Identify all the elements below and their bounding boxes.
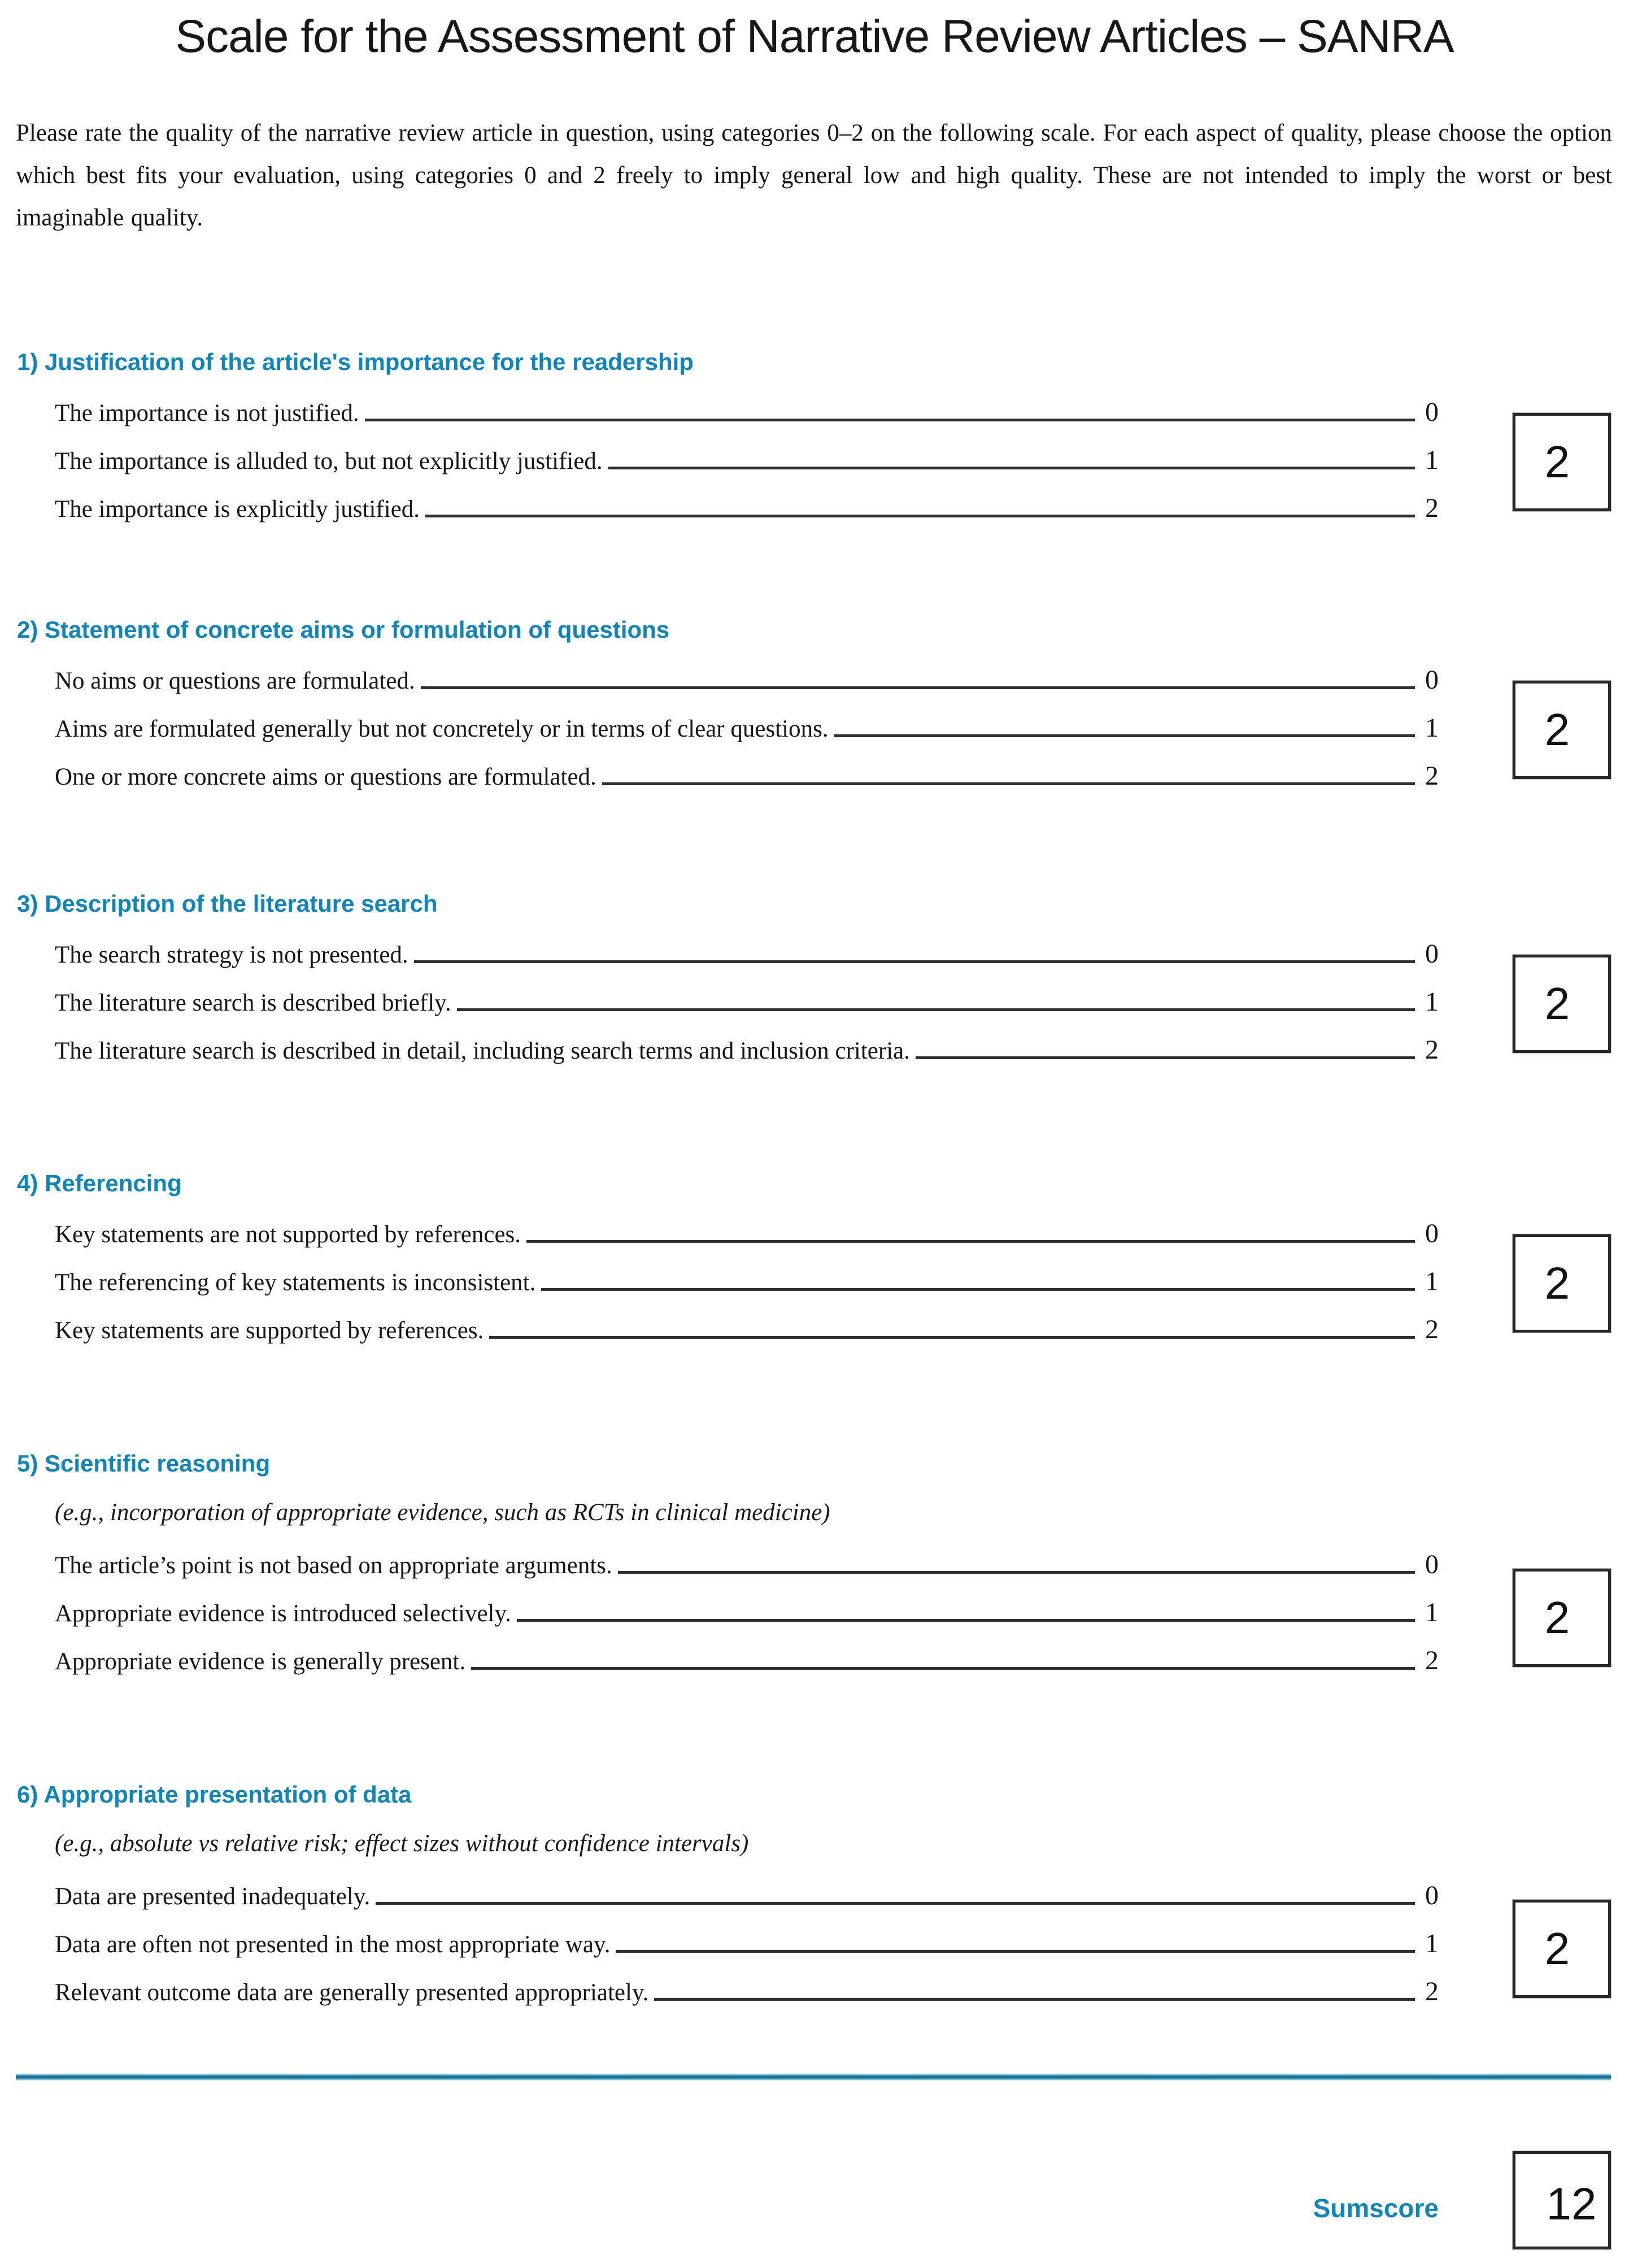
option-rows <box>55 1206 1439 1344</box>
option-rows <box>55 926 1439 1064</box>
section-4 <box>0 1171 1629 1344</box>
option-value: 1 <box>1425 445 1439 475</box>
leader-line <box>414 960 1415 963</box>
section-2 <box>0 617 1629 790</box>
page-title: Scale for the Assessment of Narrative Review Articles – SANRA <box>175 11 1454 62</box>
option-value: 0 <box>1425 1549 1439 1579</box>
option-row <box>55 652 1439 694</box>
divider-rule <box>16 2074 1611 2080</box>
sumscore-value: 12 <box>1546 2179 1597 2229</box>
leader-line <box>602 782 1415 785</box>
option-rows <box>55 652 1439 790</box>
leader-line <box>421 686 1415 689</box>
option-value: 0 <box>1425 939 1439 969</box>
section-heading: 6) Appropriate presentation of data <box>17 1781 412 1808</box>
option-value: 1 <box>1425 1929 1439 1958</box>
option-value: 0 <box>1425 1880 1439 1910</box>
option-value: 2 <box>1425 1646 1439 1675</box>
score-box <box>1513 681 1611 779</box>
leader-line <box>654 1998 1415 2001</box>
option-text: Appropriate evidence is generally present. <box>55 1648 466 1675</box>
score-box <box>1513 955 1611 1053</box>
option-rows <box>55 1868 1439 2006</box>
option-value: 2 <box>1425 493 1439 523</box>
score-value: 2 <box>1544 1923 1570 1974</box>
leader-line <box>489 1336 1415 1339</box>
option-row <box>55 1248 1439 1296</box>
score-value: 2 <box>1544 437 1570 487</box>
score-box <box>1513 1569 1611 1667</box>
section-3 <box>0 891 1629 1064</box>
section-1 <box>0 350 1629 523</box>
option-text: Data are presented inadequately. <box>55 1883 371 1910</box>
option-rows <box>55 1537 1439 1675</box>
option-row <box>55 1579 1439 1627</box>
score-value: 2 <box>1544 1592 1570 1643</box>
option-row <box>55 1206 1439 1248</box>
option-row <box>55 694 1439 742</box>
option-text: Aims are formulated generally but not concretely or in terms of clear questions. <box>55 716 829 742</box>
section-heading: 5) Scientific reasoning <box>17 1450 271 1477</box>
option-text: One or more concrete aims or questions are formulated. <box>55 764 596 790</box>
option-value: 1 <box>1425 1597 1439 1627</box>
section-heading: 2) Statement of concrete aims or formulation of questions <box>17 616 670 643</box>
score-box <box>1513 413 1611 511</box>
leader-line <box>618 1571 1415 1574</box>
section-6 <box>0 1782 1629 2006</box>
leader-line <box>517 1619 1415 1622</box>
option-row <box>55 1910 1439 1958</box>
leader-line <box>834 734 1415 737</box>
option-value: 2 <box>1425 1977 1439 2006</box>
option-row <box>55 1537 1439 1579</box>
section-heading: 4) Referencing <box>17 1170 182 1196</box>
option-text: Relevant outcome data are generally presented appropriately. <box>55 1979 649 2006</box>
option-text: The search strategy is not presented. <box>55 942 408 968</box>
option-text: The article’s point is not based on appropriate arguments. <box>55 1552 612 1579</box>
score-box <box>1513 1900 1611 1998</box>
option-text: Appropriate evidence is introduced selectively. <box>55 1600 511 1627</box>
section-heading: 3) Description of the literature search <box>17 890 438 917</box>
leader-line <box>616 1950 1415 1953</box>
leader-line <box>608 467 1415 469</box>
leader-line <box>376 1902 1415 1905</box>
option-row <box>55 968 1439 1016</box>
option-row <box>55 1627 1439 1675</box>
option-text: The literature search is described briefly. <box>55 990 451 1016</box>
option-text: The literature search is described in detail, including search terms and inclusion criteria. <box>55 1038 910 1064</box>
option-text: The referencing of key statements is inconsistent. <box>55 1269 536 1296</box>
leader-line <box>425 515 1415 517</box>
option-row <box>55 426 1439 475</box>
leader-line <box>365 419 1415 421</box>
option-value: 1 <box>1425 1266 1439 1296</box>
leader-line <box>471 1667 1415 1670</box>
leader-line <box>526 1240 1415 1243</box>
option-value: 1 <box>1425 987 1439 1017</box>
score-value: 2 <box>1544 1258 1570 1308</box>
option-text: The importance is explicitly justified. <box>55 496 420 523</box>
option-text: The importance is not justified. <box>55 400 359 426</box>
option-value: 0 <box>1425 1218 1439 1248</box>
option-row <box>55 742 1439 790</box>
option-text: Data are often not presented in the most appropriate way. <box>55 1931 611 1958</box>
score-value: 2 <box>1544 978 1570 1029</box>
section-5 <box>0 1451 1629 1675</box>
option-text: No aims or questions are formulated. <box>55 668 415 694</box>
section-heading: 1) Justification of the article's importance for the readership <box>17 349 694 375</box>
section-note: (e.g., absolute vs relative risk; effect sizes without confidence intervals) <box>55 1830 749 1857</box>
leader-line <box>916 1056 1415 1059</box>
option-text: The importance is alluded to, but not explicitly justified. <box>55 448 603 475</box>
option-row <box>55 926 1439 968</box>
score-box <box>1513 1234 1611 1333</box>
option-value: 0 <box>1425 397 1439 427</box>
option-text: Key statements are supported by references. <box>55 1317 484 1344</box>
option-row <box>55 1958 1439 2006</box>
option-row <box>55 1296 1439 1344</box>
leader-line <box>541 1288 1415 1291</box>
option-value: 2 <box>1425 1314 1439 1344</box>
sumscore-label: Sumscore <box>1313 2193 1439 2223</box>
option-value: 2 <box>1425 1035 1439 1065</box>
leader-line <box>457 1008 1415 1011</box>
option-value: 2 <box>1425 761 1439 791</box>
option-rows <box>55 385 1439 523</box>
intro-paragraph: Please rate the quality of the narrative review article in question, using categories 0–2 on the following scale. For each aspect of quality, please choose the option which best fits your evaluation, using categories 0 and 2 freely to imply general low and high quality. These are not intended to imply the worst or best imaginable quality. <box>16 120 1612 231</box>
option-row <box>55 475 1439 523</box>
option-value: 1 <box>1425 713 1439 743</box>
option-value: 0 <box>1425 665 1439 695</box>
option-row <box>55 1868 1439 1910</box>
option-text: Key statements are not supported by references. <box>55 1221 521 1248</box>
sumscore-box <box>1513 2151 1611 2249</box>
option-row <box>55 385 1439 426</box>
section-note: (e.g., incorporation of appropriate evidence, such as RCTs in clinical medicine) <box>55 1499 830 1526</box>
score-value: 2 <box>1544 704 1570 755</box>
option-row <box>55 1016 1439 1064</box>
